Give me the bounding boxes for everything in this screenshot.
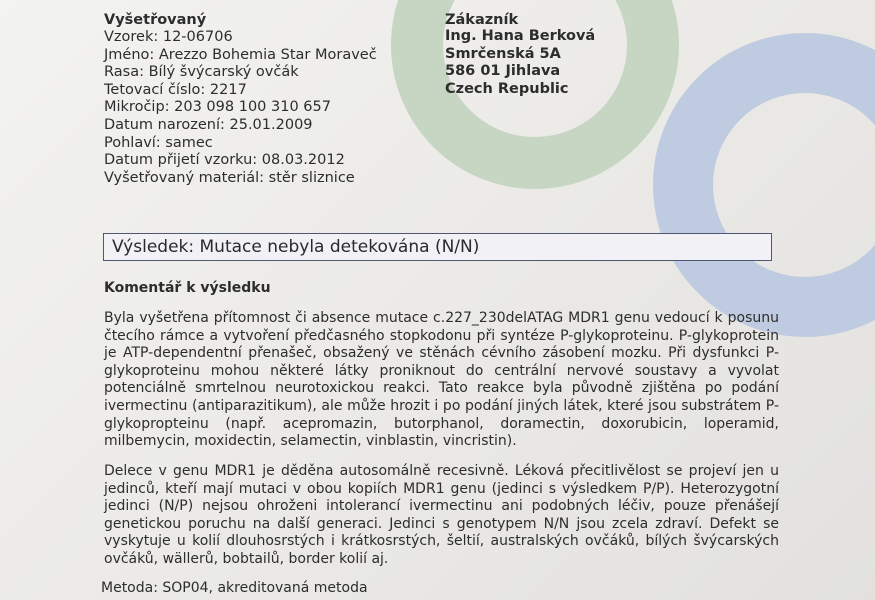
patient-sex: Pohlaví: samec [104,134,213,151]
patient-sample: Vzorek: 12-06706 [104,29,233,45]
customer-section [445,12,595,98]
patient-material: Vyšetřovaný materiál: stěr sliznice [104,169,355,186]
patient-received-date: Datum přijetí vzorku: 08.03.2012 [104,152,345,169]
patient-heading: Vyšetřovaný [104,12,207,28]
patient-microchip: Mikročip: 203 098 100 310 657 [104,99,331,116]
patient-name: Jméno: Arezzo Bohemia Star Moraveč [104,46,377,63]
customer-city: 586 01 Jihlava [445,63,561,80]
comment-paragraph-1: Byla vyšetřena přítomnost či absence mutace c.227_230delATAG MDR1 genu vedoucí k posunu čtecího rámce a vytvoření předčasného stopkodonu při syntéze P-glykoproteinu. P-glykoprotein je ATP-dependentní přenašeč, obsažený ve stěnách cévního zásobení mozku. Při dysfunkci P-glykoproteinu mohou některé látky proniknout do centrální nervové soustavy a vyvolat potenciálně smrtelnou neurotoxickou reakci. Tato reakce byla původně zjištěna po podání ivermectinu (antiparazitikum), ale může hrozit i po podání jiných látek, které jsou substrátem P-glykopropteinu (např. acepromazin, butorphanol, doramectin, doxorubicin, loperamid, milbemycin, moxidectin, selamectin, vinblastin, vincristin). [104,310,779,450]
result-box: Výsledek: Mutace nebyla detekována (N/N) [103,233,772,261]
patient-birth-date: Datum narození: 25.01.2009 [104,116,313,133]
patient-breed: Rasa: Bílý švýcarský ovčák [104,64,299,81]
comment-paragraph-2: Delece v genu MDR1 je děděna autosomálně recesivně. Léková přecitlivělost se projeví jen u jedinců, kteří mají mutaci v obou kopiích MDR1 genu (jedinci s výsledkem P/P). Heterozygotní jedinci (N/P) nejsou ohroženi intolerancí ivermectinu ani podobných léčiv, pouze přenášejí genetickou poruchu na další generaci. Jedinci s genotypem N/N jsou zcela zdraví. Defekt se vyskytuje u kolií dlouhosrstých i krátkosrstých, šeltií, australských ovčáků, bílých švýcarských ovčáků, wällerů, bobtailů, border kolií aj. [104,463,779,567]
customer-street: Smrčenská 5A [445,45,561,62]
customer-name: Ing. Hana Berková [445,28,596,44]
comment-heading: Komentář k výsledku [104,280,271,296]
patient-tattoo: Tetovací číslo: 2217 [104,81,247,98]
customer-heading: Zákazník [445,12,519,28]
customer-country: Czech Republic [445,80,569,97]
patient-section [104,12,377,187]
method-line: Metoda: SOP04, akreditovaná metoda [101,580,368,596]
